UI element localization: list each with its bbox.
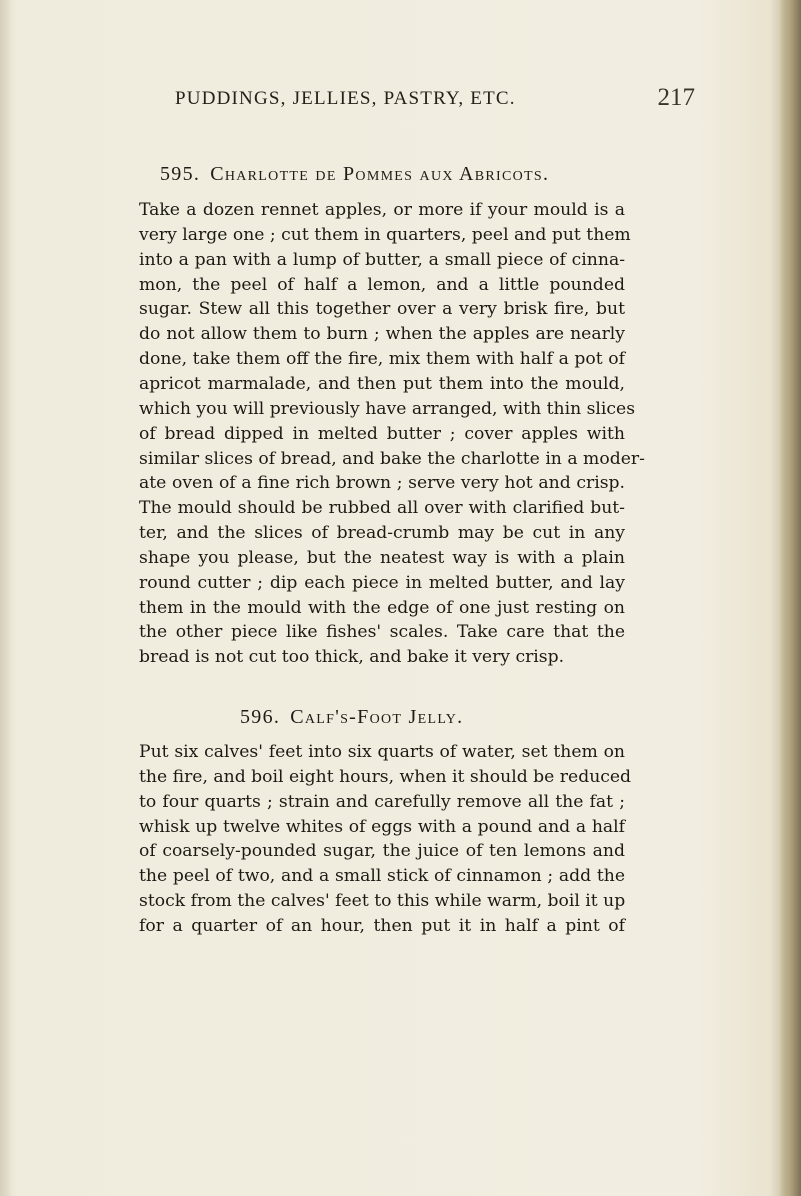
text-line: Take a dozen rennet apples, or more if your mould is a xyxy=(139,200,625,220)
text-line: similar slices of bread, and bake the charlotte in a moder- xyxy=(139,449,645,469)
text-line: round cutter ; dip each piece in melted butter, and lay xyxy=(139,573,625,593)
text-line: Put six calves' feet into six quarts of water, set them on xyxy=(139,742,625,762)
text-line: into a pan with a lump of butter, a small piece of cinna- xyxy=(139,250,625,270)
recipe-number: 595. xyxy=(160,163,201,185)
text-line: shape you please, but the neatest way is with a plain xyxy=(139,548,625,568)
recipe-body-595 xyxy=(139,198,645,668)
recipe-title: Calf's-Foot Jelly. xyxy=(290,706,464,728)
text-line: bread is not cut too thick, and bake it very crisp. xyxy=(139,647,565,667)
text-line: do not allow them to burn ; when the apples are nearly xyxy=(139,324,625,344)
page-gutter-shadow xyxy=(0,0,12,1196)
text-line: the peel of two, and a small stick of cinnamon ; add the xyxy=(139,866,625,886)
text-line: which you will previously have arranged, with thin slices xyxy=(139,399,636,419)
text-line: whisk up twelve whites of eggs with a pound and a half xyxy=(139,817,625,837)
text-line: for a quarter of an hour, then put it in half a pint of xyxy=(139,916,625,936)
text-line: very large one ; cut them in quarters, peel and put them xyxy=(139,225,631,245)
text-line: ter, and the slices of bread-crumb may be cut in any xyxy=(139,523,625,543)
text-line: to four quarts ; strain and carefully remove all the fat ; xyxy=(139,792,625,812)
text-line: done, take them off the fire, mix them with half a pot of xyxy=(139,349,625,369)
running-title: PUDDINGS, JELLIES, PASTRY, ETC. xyxy=(175,88,516,109)
text-line: mon, the peel of half a lemon, and a little pounded xyxy=(139,275,625,295)
text-line: sugar. Stew all this together over a very brisk fire, but xyxy=(139,299,625,319)
recipe-heading-595 xyxy=(160,163,549,186)
text-line: stock from the calves' feet to this while warm, boil it up xyxy=(139,891,626,911)
text-line: ate oven of a fine rich brown ; serve very hot and crisp. xyxy=(139,473,625,493)
recipe-heading-596 xyxy=(240,706,463,729)
text-line: them in the mould with the edge of one just resting on xyxy=(139,598,625,618)
text-line: the other piece like fishes' scales. Take care that the xyxy=(139,622,625,642)
page-edge-shadow xyxy=(779,0,801,1196)
running-head xyxy=(175,84,695,118)
page-number: 217 xyxy=(657,84,695,111)
recipe-body-596 xyxy=(139,740,632,940)
text-line: the fire, and boil eight hours, when it should be reduced xyxy=(139,767,632,787)
text-line: apricot marmalade, and then put them into the mould, xyxy=(139,374,625,394)
recipe-title: Charlotte de Pommes aux Abricots. xyxy=(210,163,550,185)
text-line: of coarsely-pounded sugar, the juice of ten lemons and xyxy=(139,841,625,861)
recipe-number: 596. xyxy=(240,706,281,728)
text-line: The mould should be rubbed all over with clarified but- xyxy=(139,498,625,518)
text-line: of bread dipped in melted butter ; cover apples with xyxy=(139,424,625,444)
